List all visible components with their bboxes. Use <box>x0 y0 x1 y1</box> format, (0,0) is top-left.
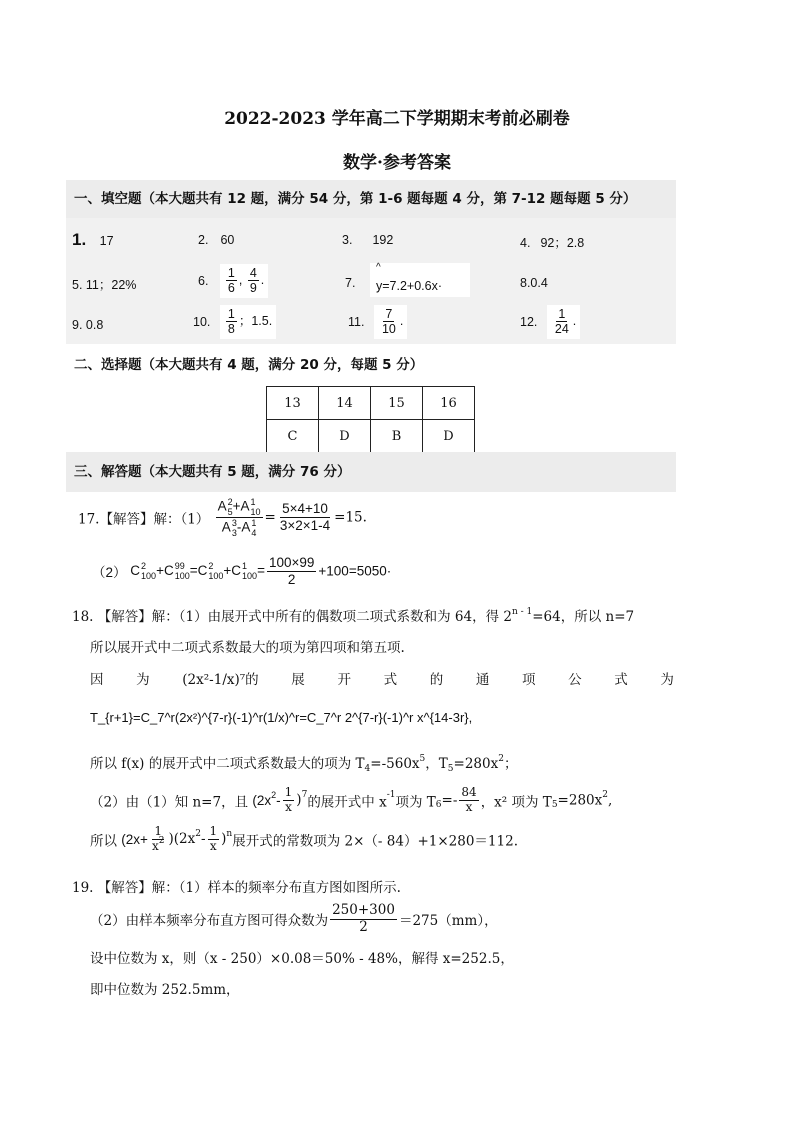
q19-line1: 19. 【解答】解：（1）样本的频率分布直方图如图所示. <box>72 880 401 896</box>
page-subtitle: 数学·参考答案 <box>343 153 451 173</box>
q2-answer: 2. 60 <box>198 233 235 247</box>
q17-part2: （2） C 2 100 +C 99 100 =C 2 100 +C 1 100 = $\frac{100\times 99}{2}$ +100=5050· <box>92 555 392 587</box>
section-1-heading: 一、填空题（本大题共有 12 题，满分 54 分，第 1-6 题每题 4 分，第 7-12 题每题 5 分） <box>66 180 676 218</box>
page-title: 2022-2023 学年高二下学期期末考前必刷卷 <box>224 109 570 129</box>
q19-line2: （2）由样本频率分布直方图可得众数为 $\frac{250+300}{2}$ ＝275（mm）， <box>90 902 498 935</box>
q4-answer: 4. 92；2.8 <box>520 236 585 250</box>
table-answer-cell: D <box>319 420 371 453</box>
q1-answer: 1. 17 <box>72 230 114 249</box>
table-answer-cell: D <box>423 420 475 453</box>
q18-line7: 所以 (2x+ $\frac{1}{x^2}$ )($2x^2-$ $\frac{1}{x}$ )$^n$展开式的常数项为 2×（- 84）+1×280＝112. <box>90 824 518 853</box>
q18-line6: （2）由（1）知 n=7，且 ($2x^2-$ $\frac{1}{x}$ )$^7$的展开式中 $x^{-1}$项为 $T_6=-$ $\frac{84}{x}$ ，x² 项为 $T_5=280x^2$, <box>90 785 613 814</box>
q18-line3: 因 为 (2x²-1/x)⁷的 展 开 式 的 通 项 公 式 为 <box>90 672 674 688</box>
q9-answer: 9. 0.8 <box>72 318 104 332</box>
table-header-cell: 14 <box>319 387 371 420</box>
q12-answer: 12. $\frac{1}{24}$ . <box>520 305 580 339</box>
q19-line4: 即中位数为 252.5mm， <box>90 982 240 998</box>
q18-line5: 所以 f(x) 的展开式中二项式系数最大的项为 $T_4=-560x^5$，$T_5=280x^2$； <box>90 754 518 774</box>
q7-answer: ^ y=7.2+0.6x· <box>370 263 470 297</box>
section-2-heading: 二、选择题（本大题共有 4 题，满分 20 分，每题 5 分） <box>74 357 424 373</box>
table-answer-cell: C <box>267 420 319 453</box>
q11-answer: 11. $\frac{7}{10}$ . <box>348 305 407 339</box>
q18-general-term: T_{r+1}=C_7^r(2x²)^{7-r}(-1)^r(1/x)^r=C_7^r 2^{7-r}(-1)^r x^{14-3r}, <box>90 710 473 725</box>
table-header-cell: 15 <box>371 387 423 420</box>
q3-answer: 3. 192 <box>342 233 394 247</box>
q6-answer: 6. $\frac{1}{6}$ , $\frac{4}{9}$ . <box>198 264 268 298</box>
q5-answer: 5. 11；22% <box>72 278 137 292</box>
q19-line3: 设中位数为 x，则（x - 250）×0.08＝50% - 48%，解得 x=252.5， <box>90 951 514 967</box>
q18-line2: 所以展开式中二项式系数最大的项为第四项和第五项. <box>90 640 405 656</box>
table-header-cell: 13 <box>267 387 319 420</box>
q7-answer-number: 7. <box>345 276 356 290</box>
section-3-heading: 三、解答题（本大题共有 5 题，满分 76 分） <box>66 452 676 492</box>
q8-answer: 8.0.4 <box>520 276 548 290</box>
choice-answer-table <box>266 386 475 453</box>
q18-line1: 18. 【解答】解：（1）由展开式中所有的偶数项二项式系数和为 64，得 $2^{n - 1}=64$，所以 n=7 <box>72 607 635 625</box>
table-header-cell: 16 <box>423 387 475 420</box>
table-answer-cell: B <box>371 420 423 453</box>
q17-part1: 17.【解答】解：（1） A 2 5 +A 1 10 A 3 3 -A 1 4 = $\frac{5\times 4+10}{3\times 2\times 1-4}$ =15. <box>78 497 367 538</box>
q10-answer: 10. $\frac{1}{8}$ ；1.5. <box>193 305 276 339</box>
